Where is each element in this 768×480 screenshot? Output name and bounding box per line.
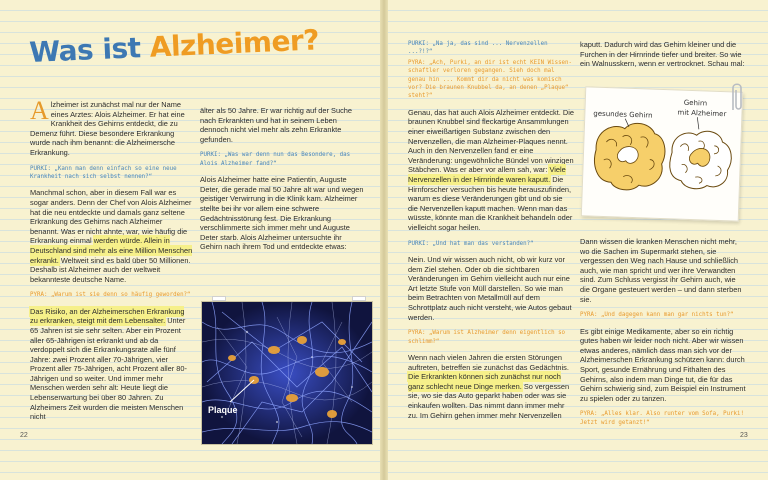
text-span: Wenn nach vielen Jahren die ersten Störungen auftreten, betreffen sie zunächst das Gedächtnis. [408,352,569,372]
pyra-question: PYRA: „Warum ist Alzheimer denn eigentlich so schlimm?“ [408,330,566,345]
brain-sketch [582,87,742,220]
healthy-brain-icon [594,122,666,191]
healthy-brain-label: gesundes Gehirn [593,109,653,120]
alzheimer-brain-label-line2: mit Alzheimer [677,108,727,119]
intro-text: lzheimer ist zunächst mal nur der Name eines Arztes: Alois Alzheimer. Er hat eine Krankheit des Gehirns entdeckt, die zu Demenz führt. Diese besondere Erkrankung wurde nach ihm benannt: die Alzheimersche Erkrankung. [30,100,185,157]
paragraph: kaputt. Dadurch wird das Gehirn kleiner und die Furchen in der Hirnrinde tiefer und breiter. So wie ein Walnusskern, wenn er vertrocknet. Schau mal: [580,40,745,69]
column-3 [408,40,574,427]
paragraph [408,108,574,233]
highlighted-text: Die Erkrankten können sich zunächst nur noch ganz schlecht neue Dinge merken. [408,372,561,391]
text-span: Weltweit sind es bald über 50 Millionen. Deshalb ist Alzheimer auch der weltweit bekannteste deutsche Name. [30,255,191,284]
plaque-label: Plaque [208,405,238,415]
purki-remark: PURKI: „Na ja, das sind ... Nervenzellen ...?!?“ [408,41,548,56]
title-part-2: Alzheimer? [149,23,320,64]
page-title [29,23,320,69]
paperclip-icon [727,80,747,114]
column-1 [30,96,193,429]
pyra-question: PYRA: „Und dagegen kann man gar nichts tun?“ [580,312,734,319]
column-4 [580,40,746,76]
column-2 [200,106,365,259]
brain-comparison-sketch [581,86,743,221]
photo-tape [212,296,226,301]
alzheimer-brain-icon [669,130,732,190]
dropcap: A [30,96,49,125]
highlighted-text: Viele Nervenzellen in der Hirnrinde waren kaputt. [408,165,566,184]
text-span: Die Hirnforscher versuchen bis heute herauszufinden, warum es diese Veränderungen gibt und ob sie die Nervenzellen kaputt machen. Wenn man das wüsste, könnte man die Krankheit behandeln oder vielleicht sogar heilen. [408,175,573,232]
paragraph: älter als 50 Jahre. Er war richtig auf der Suche nach Erkrankten und hat in seinem Leben dennoch nicht viel mehr als zehn Erkrankte gefunden. [200,106,352,144]
neuron-micrograph [202,302,372,444]
purki-question: PURKI: „Und hat man das verstanden?“ [408,240,534,247]
purki-question: PURKI: „Kann man denn einfach so eine neue Krankheit nach sich selbst nennen?“ [30,165,177,180]
paragraph [30,188,193,284]
photo-tape [352,296,366,301]
neuron-illustration [202,302,372,444]
paragraph: Nein. Und wir wissen auch nicht, ob wir kurz vor dem Ziel stehen. Oder ob die sichtbaren Veränderungen im Gehirn vielleicht auch nur eine Art letzte Stufe von Müll darstellen. So wie man beim Betrachten von Metallmüll auf dem Schrottplatz auch nicht versteht, wie Autos gebaut werden. [408,254,572,322]
title-part-1: Was ist [28,30,151,69]
purki-question: PURKI: „Was war denn nun das Besondere, das Alois Alzheimer fand?“ [200,152,351,167]
book-gutter [380,0,388,480]
text-span: Manchmal schon, aber in diesem Fall war es sogar anders. Denn der Chef von Alois Alzheimer hat die neu entdeckte und damals ganz seltene Erkrankung des Gehirns nach Alzheimer benannt. Was er nicht ahnte, war, wie häufig die Erkrankung einmal [30,188,192,246]
column-4-lower [580,237,746,434]
paragraph [408,353,574,420]
paragraph: Es gibt einige Medikamente, aber so ein richtig gutes haben wir leider noch nicht. Aber wir wissen etwas anderes, nämlich dass man sich vor der Alzheimerschen Erkrankung schützen kann: durch Sport, gesunde Ernährung und Fithalten des Gehirns, also indem man Dinge tut, die für das Gehirn schwierig sind, zum Beispiel ein Instrument zu spielen oder zu tanzen. [580,326,746,403]
alzheimer-brain-label-line1: Gehirn [683,98,708,108]
paragraph: Dann wissen die kranken Menschen nicht mehr, wo die Sachen im Supermarkt stehen, sie vergessen den Weg nach Hause und schließlich auch, wie man spricht und wer ihre Verwandten sind. Zum Schluss vergisst ihr Gehirn auch, wie die Organe gesteuert werden – und dann sterben sie. [580,237,742,304]
pyra-remark: PYRA: „Alles klar. Also runter vom Sofa, Purki! Jetzt wird getanzt!“ [580,411,745,426]
paragraph: Alois Alzheimer hatte eine Patientin, Auguste Deter, die gerade mal 50 Jahre alt war und wegen geistiger Verwirrung in die Klinik kam. Alzheimer stellte bei ihr vor allem eine schwere Gedächtnisstörung fest. Die Erkrankung verschlimmerte sich immer mehr und Auguste Deter starb. Alois Alzheimer untersuchte ihr Gehirn nach ihrem Tod und entdeckte etwas: [200,175,364,252]
pyra-question: PYRA: „Warum ist sie denn so häufig geworden?“ [30,292,191,299]
text-span: Genau, das hat auch Alois Alzheimer entdeckt. Die braunen Knubbel sind fleckartige Ansammlungen einer eiweißartigen Substanz zwischen den Nervenzellen, die man Alzheimer-Plaques nennt. Auch in den Nervenzellen fand er eine Veränderung: ungewöhnliche Bündel von winzigen Stäbchen. Was er aber vor allem sah, war: [408,107,574,175]
intro-paragraph [30,96,193,158]
page-number-right: 23 [740,432,748,439]
highlighted-text: werden würde. Allein in Deutschland sind mehr als eine Million Menschen erkrankt. [30,236,193,265]
paragraph [30,307,193,422]
text-span: So vergessen sie, wo sie das Auto geparkt haben oder was sie einkaufen wollten. Das nimmt dann immer mehr zu. Im Gehirn gehen immer mehr Nervenzellen [408,381,570,420]
pyra-remark: PYRA: „Ach, Purki, an dir ist echt KEIN Wissenschaftler verloren gegangen. Sieh doch mal genau hin ... Kommt dir da nicht was komisch vor? Die braunen Knubbel da, an denen „Plaque“ steht?“ [408,59,573,100]
highlighted-text: Das Risiko, an der Alzheimerschen Erkrankung zu erkranken, steigt mit dem Lebensalter. [30,306,185,326]
page-number-left: 22 [20,432,28,439]
text-span: Unter 65 Jahren ist sie sehr selten. Aber ein Prozent aller 65-Jährigen ist erkrankt und ab da verdoppelt sich die Erkrankungsrate alle fünf Jahre: zwei Prozent aller 70-Jährigen, vier Prozent aller 75-Jährigen, acht Prozent aller 80-Jährigen und so weiter. Und immer mehr Menschen werden sehr alt: Heute liegt die Lebenserwartung bei über 80 Jahren. Zu Alzheimers Zeit wurden die meisten Menschen nicht [30,316,187,422]
